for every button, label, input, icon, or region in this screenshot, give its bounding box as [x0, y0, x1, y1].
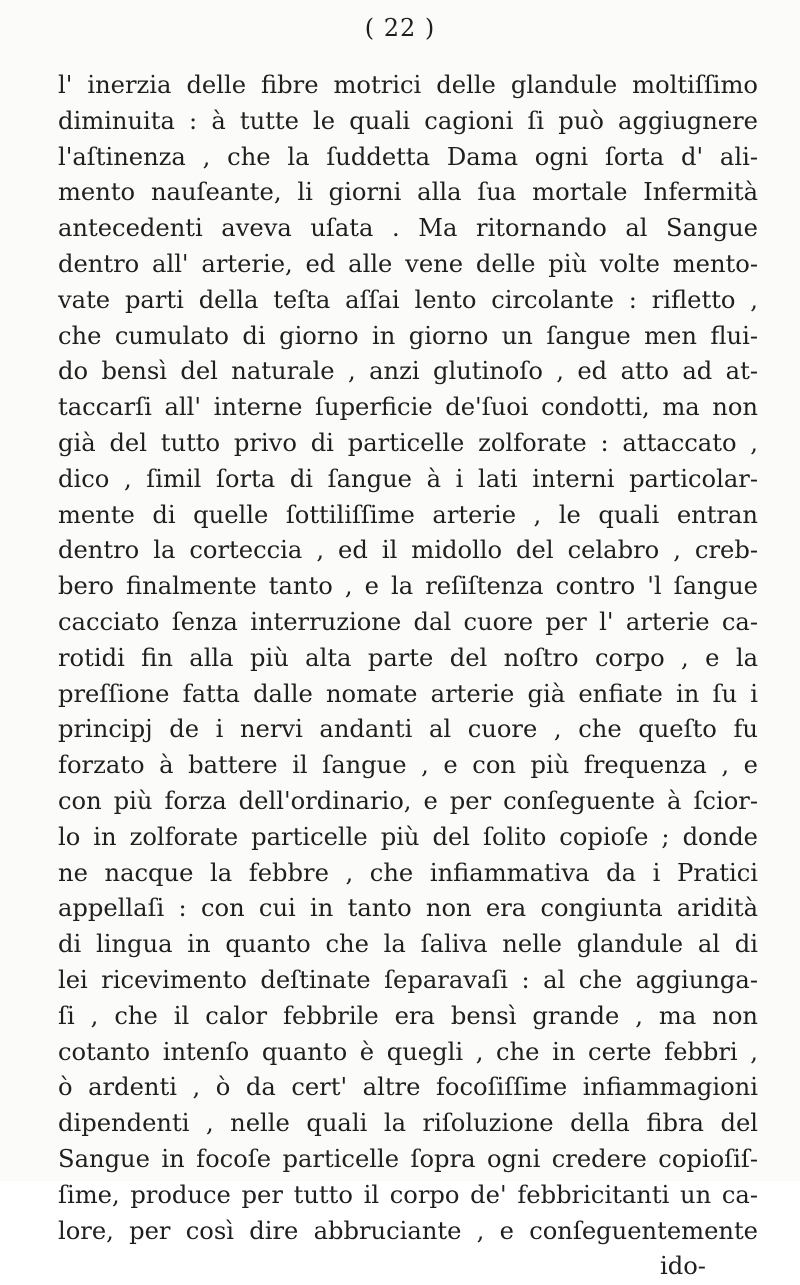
text-line: ò ardenti , ò da cert' altre focoſiſſime infiammagioni	[58, 1073, 758, 1102]
text-line: Sangue in focoſe particelle ſopra ogni credere copioſiſ-	[58, 1144, 758, 1173]
catchword: ido-	[660, 1252, 706, 1281]
text-line: taccarſi all' interne ſuperficie de'ſuoi condotti, ma non	[58, 393, 758, 422]
text-line: che cumulato di giorno in giorno un ſangue men flui-	[58, 321, 758, 350]
text-line: antecedenti aveva uſata . Ma ritornando al Sangue	[58, 214, 758, 243]
text-line: mente di quelle ſottiliſſime arterie , le quali entran	[58, 500, 758, 529]
text-line: vate parti della teſta aſſai lento circolante : rifletto ,	[58, 285, 758, 314]
text-line: lore, per così dire abbruciante , e conſeguentemente	[58, 1216, 758, 1245]
text-line: ne nacque la febbre , che infiammativa da i Pratici	[58, 858, 758, 887]
text-line: ſi , che il calor febbrile era bensì grande , ma non	[58, 1001, 758, 1030]
text-line: bero finalmente tanto , e la reſiſtenza contro 'l ſangue	[58, 572, 758, 601]
text-line: di lingua in quanto che la ſaliva nelle glandule al di	[58, 930, 758, 959]
text-line: cotanto intenſo quanto è quegli , che in certe febbri ,	[58, 1037, 758, 1066]
text-line: ſime, produce per tutto il corpo de' febbricitanti un ca-	[58, 1180, 758, 1209]
text-line: dentro all' arterie, ed alle vene delle più volte mento-	[58, 249, 758, 278]
text-line: lo in zolforate particelle più del ſolito copioſe ; donde	[58, 822, 758, 851]
text-line: cacciato ſenza interruzione dal cuore per l' arterie ca-	[58, 607, 758, 636]
text-line: preſſione fatta dalle nomate arterie già enfiate in ſu i	[58, 679, 758, 708]
text-line: rotidi fin alla più alta parte del noſtro corpo , e la	[58, 643, 758, 672]
text-line: dentro la corteccia , ed il midollo del celabro , creb-	[58, 536, 758, 565]
page-number: ( 22 )	[364, 14, 436, 42]
text-line: do bensì del naturale , anzi glutinoſo , ed atto ad at-	[58, 357, 758, 386]
text-line: dico , ſimil ſorta di ſangue à i lati interni particolar-	[58, 464, 758, 493]
body-text	[58, 68, 758, 1285]
text-line: l' inerzia delle fibre motrici delle glandule moltiſſimo	[58, 71, 758, 99]
text-line: l'aſtinenza , che la ſuddetta Dama ogni ſorta d' ali-	[58, 142, 758, 171]
text-line: già del tutto privo di particelle zolforate : attaccato ,	[58, 428, 758, 457]
text-line: principj de i nervi andanti al cuore , che queſto fu	[58, 715, 758, 744]
text-line: con più forza dell'ordinario, e per conſeguente à ſcior-	[58, 786, 758, 815]
text-line: dipendenti , nelle quali la riſoluzione della fibra del	[58, 1109, 758, 1138]
text-line: diminuita : à tutte le quali cagioni ſi può aggiugnere	[58, 106, 758, 135]
text-line: appellaſi : con cui in tanto non era congiunta aridità	[58, 894, 758, 923]
text-line: mento nauſeante, li giorni alla ſua mortale Infermità	[58, 178, 758, 207]
text-line: lei ricevimento deſtinate ſeparavaſi : al che aggiunga-	[58, 965, 758, 994]
text-line: forzato à battere il ſangue , e con più frequenza , e	[58, 751, 758, 780]
